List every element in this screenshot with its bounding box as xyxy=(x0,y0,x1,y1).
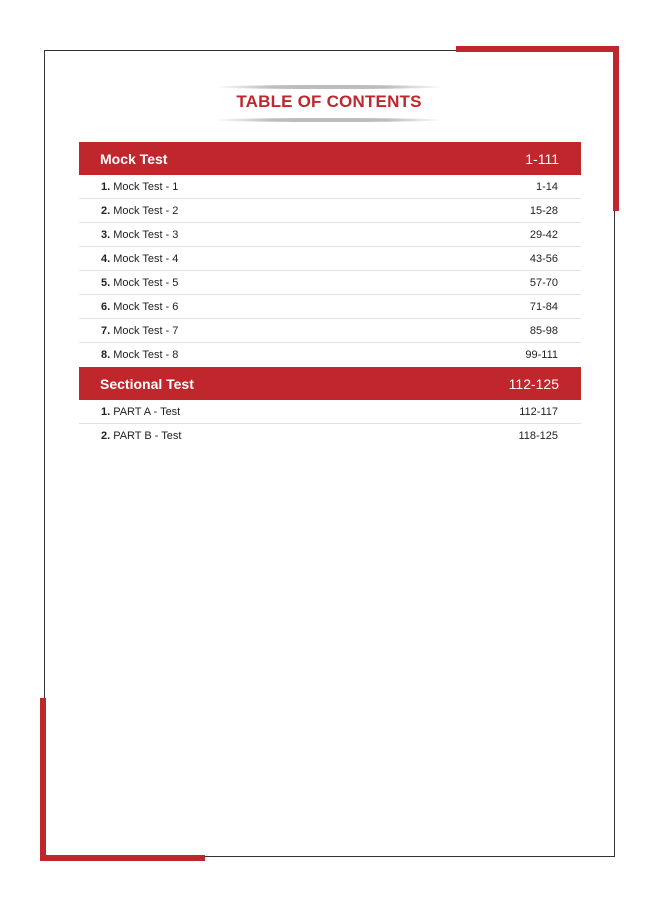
entry-label: Mock Test - 7 xyxy=(113,324,179,337)
toc-row[interactable] xyxy=(79,271,581,295)
entry-label: PART A - Test xyxy=(113,405,181,418)
toc-section-sectional-test xyxy=(79,367,581,448)
entry-number: 5. xyxy=(101,276,111,289)
toc-entry xyxy=(101,301,178,313)
entry-pages: 85-98 xyxy=(529,324,558,337)
title-block xyxy=(214,84,444,124)
toc-row[interactable] xyxy=(79,199,581,223)
toc-row[interactable] xyxy=(79,343,581,367)
entry-label: Mock Test - 2 xyxy=(113,204,179,217)
entry-label: Mock Test - 6 xyxy=(113,300,179,313)
entry-number: 1. xyxy=(101,180,111,193)
entry-label: Mock Test - 4 xyxy=(113,252,179,265)
section-name: Mock Test xyxy=(100,150,168,167)
toc-entry xyxy=(101,406,180,418)
entry-number: 2. xyxy=(101,430,111,442)
entry-number: 7. xyxy=(101,324,111,337)
corner-accent-top-right-vertical xyxy=(613,46,619,211)
entry-label: Mock Test - 1 xyxy=(113,180,179,193)
toc-entry xyxy=(101,277,178,289)
toc-section-mock-test xyxy=(79,142,581,367)
entry-number: 4. xyxy=(101,252,111,265)
section-header[interactable] xyxy=(79,367,581,400)
title-divider-top xyxy=(214,85,444,89)
page-title: TABLE OF CONTENTS xyxy=(236,92,422,111)
title-divider-bottom xyxy=(214,118,444,122)
entry-label: Mock Test - 8 xyxy=(113,349,179,361)
toc-row[interactable] xyxy=(79,223,581,247)
section-name: Sectional Test xyxy=(100,375,194,392)
entry-label: Mock Test - 5 xyxy=(113,276,179,289)
section-range: 1-111 xyxy=(525,150,559,167)
toc-row[interactable] xyxy=(79,400,581,424)
toc-entry xyxy=(101,181,178,193)
entry-number: 1. xyxy=(101,405,111,418)
entry-pages: 1-14 xyxy=(535,180,558,193)
corner-accent-top-right xyxy=(456,46,619,52)
entry-pages: 112-117 xyxy=(519,405,558,418)
entry-label: PART B - Test xyxy=(113,430,182,442)
entry-pages: 15-28 xyxy=(529,204,558,217)
toc-row[interactable] xyxy=(79,175,581,199)
toc-entry xyxy=(101,430,181,442)
entry-pages: 43-56 xyxy=(529,252,558,265)
section-items xyxy=(79,175,581,367)
section-range: 112-125 xyxy=(508,375,559,392)
entry-pages: 29-42 xyxy=(529,228,558,241)
entry-pages: 71-84 xyxy=(529,300,558,313)
toc-entry xyxy=(101,205,178,217)
section-items xyxy=(79,400,581,448)
toc-row[interactable] xyxy=(79,424,581,448)
entry-pages: 99-111 xyxy=(525,349,558,361)
entry-pages: 118-125 xyxy=(518,430,558,442)
corner-accent-bottom-left-horizontal xyxy=(40,855,205,861)
toc-row[interactable] xyxy=(79,247,581,271)
toc-entry xyxy=(101,229,178,241)
section-header[interactable] xyxy=(79,142,581,175)
toc-entry xyxy=(101,253,178,265)
corner-accent-bottom-left xyxy=(40,698,46,861)
entry-label: Mock Test - 3 xyxy=(113,228,179,241)
entry-number: 2. xyxy=(101,204,111,217)
toc-row[interactable] xyxy=(79,295,581,319)
toc-entry xyxy=(101,349,178,361)
toc-row[interactable] xyxy=(79,319,581,343)
entry-number: 6. xyxy=(101,300,111,313)
entry-number: 8. xyxy=(101,349,111,361)
entry-number: 3. xyxy=(101,228,111,241)
entry-pages: 57-70 xyxy=(529,276,558,289)
toc-entry xyxy=(101,325,178,337)
